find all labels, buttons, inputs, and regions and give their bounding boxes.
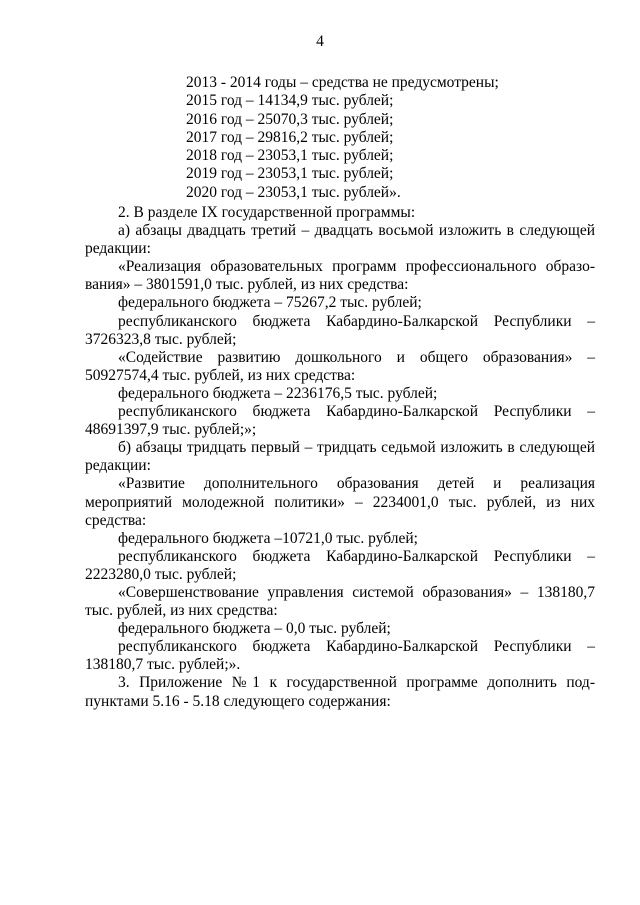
paragraph: а) абзацы двадцать третий – двадцать восьмой изложить в следующей редакции:	[85, 222, 595, 258]
funding-year-line: 2017 год – 29816,2 тыс. рублей;	[186, 128, 394, 146]
paragraph: 3. Приложение №1 к государственной программе дополнить под-пунктами 5.16 - 5.18 следующего содержания:	[85, 674, 595, 710]
page-number: 4	[316, 33, 324, 50]
funding-year-line: 2019 год – 23053,1 тыс. рублей;	[186, 165, 394, 183]
paragraph: «Совершенствование управления системой образования» – 138180,7 тыс. рублей, из них средства:	[85, 583, 595, 620]
paragraph: федерального бюджета – 75267,2 тыс. рублей;	[118, 294, 422, 312]
paragraph: федерального бюджета – 2236176,5 тыс. рублей;	[118, 384, 438, 402]
paragraph: «Реализация образовательных программ профессионального образо-вания» – 3801591,0 тыс. рублей, из них средства:	[85, 258, 595, 294]
document-body	[85, 204, 595, 711]
paragraph: федерального бюджета –10721,0 тыс. рублей;	[118, 529, 418, 547]
paragraph: республиканского бюджета Кабардино-Балкарской Республики – 3726323,8 тыс. рублей;	[85, 312, 595, 348]
paragraph: республиканского бюджета Кабардино-Балкарской Республики – 138180,7 тыс. рублей;».	[85, 638, 595, 674]
funding-year-line: 2018 год – 23053,1 тыс. рублей;	[186, 147, 394, 165]
funding-year-line: 2015 год – 14134,9 тыс. рублей;	[186, 92, 394, 110]
paragraph: б) абзацы тридцать первый – тридцать седьмой изложить в следующей редакции:	[85, 439, 595, 475]
funding-year-line: 2013 - 2014 годы – средства не предусмотрены;	[186, 74, 499, 91]
paragraph: республиканского бюджета Кабардино-Балкарской Республики – 2223280,0 тыс. рублей;	[85, 547, 595, 583]
funding-year-line: 2020 год – 23053,1 тыс. рублей».	[186, 183, 401, 201]
paragraph: федерального бюджета – 0,0 тыс. рублей;	[118, 620, 391, 638]
section-heading: 2. В разделе IX государственной программы:	[118, 204, 416, 221]
funding-years-list	[186, 74, 499, 202]
paragraph: «Содействие развитию дошкольного и общего образования» – 50927574,4 тыс. рублей, из них средства:	[85, 348, 595, 384]
paragraph: «Развитие дополнительного образования детей и реализация мероприятий молодежной политики» – 2234001,0 тыс. рублей, из них средства:	[85, 475, 595, 529]
funding-year-line: 2016 год – 25070,3 тыс. рублей;	[186, 110, 394, 128]
paragraph: республиканского бюджета Кабардино-Балкарской Республики – 48691397,9 тыс. рублей;»;	[85, 403, 595, 439]
